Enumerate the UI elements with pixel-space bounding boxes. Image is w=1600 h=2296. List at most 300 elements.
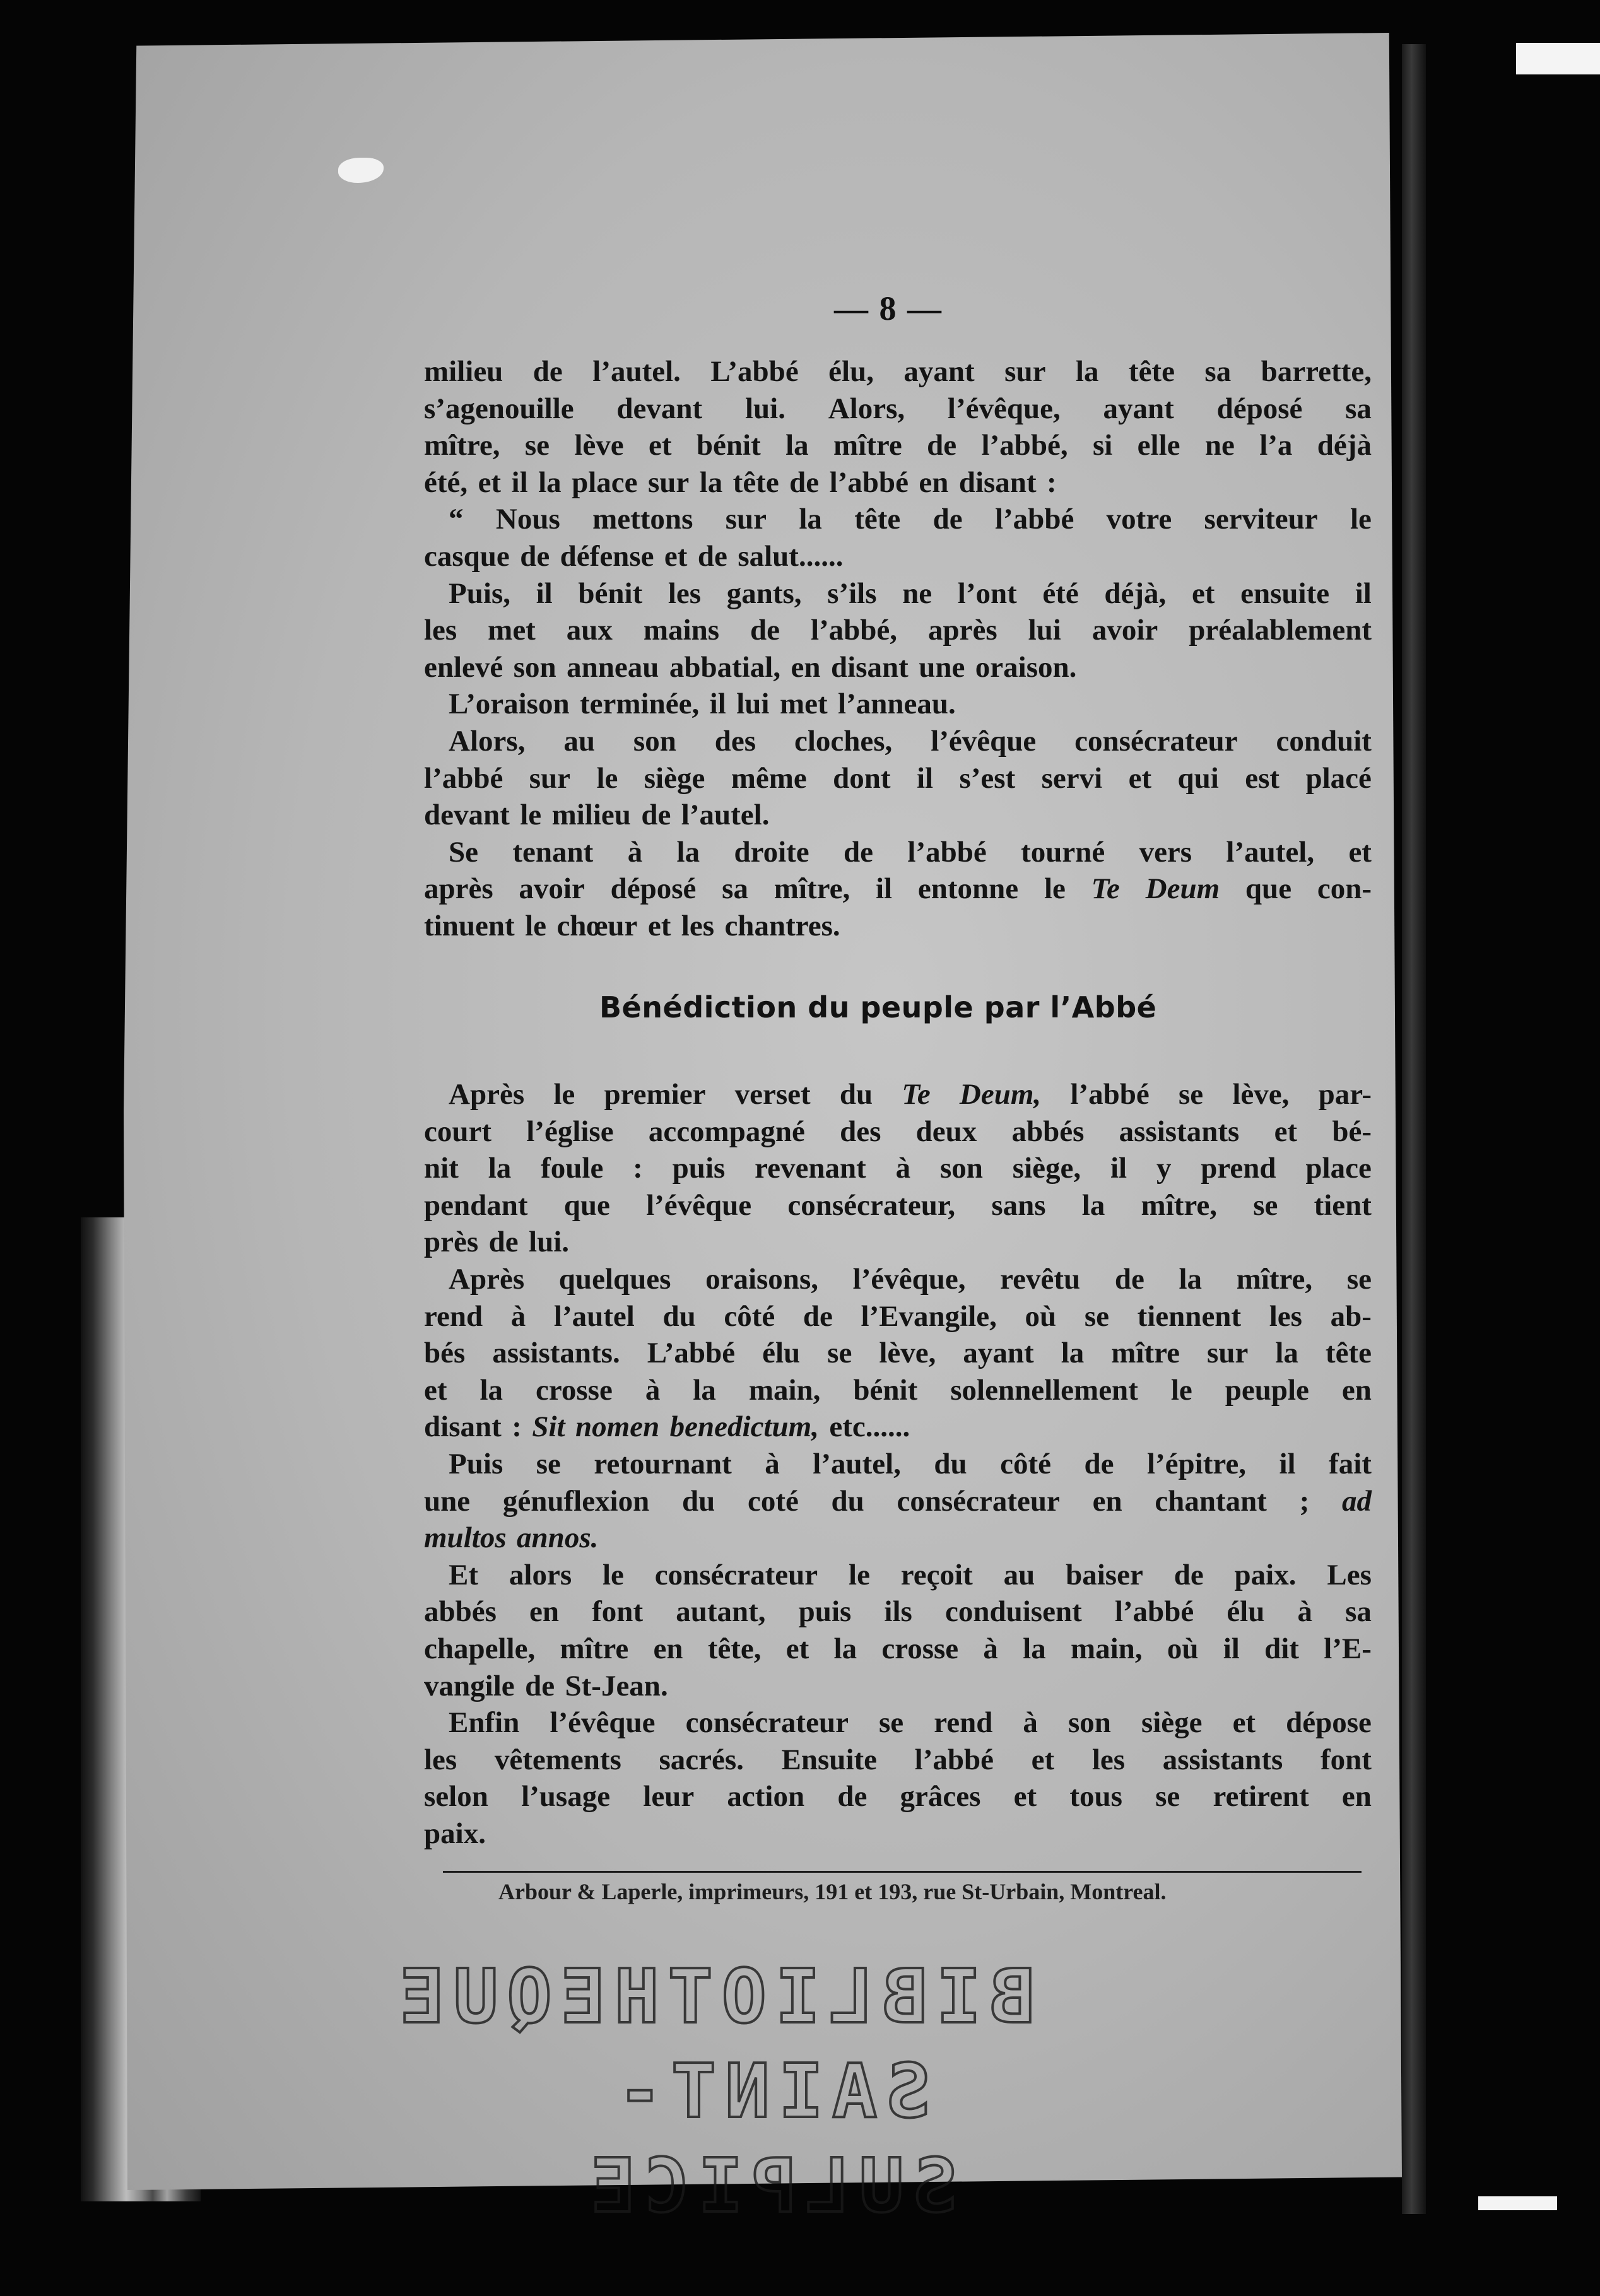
word: Et: [449, 1558, 479, 1591]
word: elle: [1137, 429, 1180, 462]
word: préalablement: [1189, 614, 1372, 647]
word: abbatial,: [669, 650, 781, 684]
word: consécrateur: [685, 1706, 849, 1740]
word: l’évêque: [550, 1706, 656, 1740]
scan-tab-bottom: [1478, 2196, 1557, 2210]
word: l’usage: [521, 1780, 611, 1813]
word: devant: [616, 392, 703, 425]
word: “: [449, 503, 464, 536]
word: :: [512, 1410, 522, 1444]
word: il: [1223, 1632, 1240, 1665]
word: de: [927, 429, 957, 462]
word: l’Evangile,: [861, 1299, 997, 1333]
word: puis: [798, 1595, 852, 1629]
word: Après: [449, 1078, 525, 1111]
word: et: [649, 429, 672, 462]
body-text-section-2: [424, 1076, 1372, 1852]
word: et: [424, 1373, 447, 1407]
word: l’évêque: [931, 724, 1037, 758]
word: ne: [1204, 429, 1235, 462]
word: lui.: [529, 1226, 570, 1259]
word: de: [750, 614, 780, 647]
word: près: [424, 1226, 479, 1259]
word: l’autel.: [681, 799, 770, 832]
text-line: [424, 1298, 1372, 1335]
word: peuple: [1225, 1373, 1309, 1407]
text-line: [424, 353, 1372, 390]
text-line: [424, 1815, 1372, 1853]
word: l’abbé,: [981, 429, 1068, 462]
word: droite: [734, 835, 809, 869]
word: dont: [833, 761, 891, 795]
word: déjà,: [1104, 577, 1167, 610]
word: de: [520, 539, 550, 573]
word: conduit: [1276, 724, 1372, 758]
word: et: [1348, 835, 1372, 869]
word: une: [919, 650, 965, 684]
word: Enfin: [449, 1706, 520, 1740]
word: accompagné: [648, 1115, 805, 1148]
word: l’autel.: [592, 355, 681, 388]
word: rend: [934, 1706, 993, 1740]
word: L’abbé: [647, 1337, 736, 1370]
word: déjà: [1317, 429, 1372, 462]
word: mître,: [1141, 1188, 1218, 1222]
body-text-section-1: [424, 353, 1372, 945]
word: de: [789, 466, 820, 499]
word: l’évêque,: [947, 392, 1061, 425]
word: Deum,: [959, 1078, 1042, 1111]
word: où: [1167, 1632, 1199, 1665]
word: le: [849, 1558, 870, 1591]
word: la: [699, 466, 723, 499]
text-line: [424, 649, 1372, 686]
word: l’anneau.: [838, 688, 956, 721]
word: met: [779, 688, 828, 721]
word: Te: [902, 1078, 931, 1111]
word: de: [837, 1780, 868, 1813]
word: le: [1044, 872, 1066, 906]
text-line: [424, 760, 1372, 797]
word: Sit: [532, 1410, 565, 1444]
word: l’abbé: [907, 835, 987, 869]
word: vers: [1139, 835, 1192, 869]
word: des: [840, 1115, 881, 1148]
word: ad: [1341, 1484, 1372, 1518]
word: cloches,: [794, 724, 893, 758]
text-line: [424, 834, 1372, 871]
word: à: [627, 835, 643, 869]
word: même: [731, 761, 807, 795]
word: main,: [748, 1373, 821, 1407]
word: il: [511, 466, 528, 499]
word: consécrateur: [654, 1558, 818, 1591]
word: lève,: [879, 1337, 936, 1370]
word: les: [668, 577, 702, 610]
word: en: [1092, 1484, 1122, 1518]
word: bénit: [853, 1373, 918, 1407]
text-line: [424, 797, 1372, 834]
text-line: [424, 908, 1372, 945]
library-stamp: [391, 1949, 1035, 2233]
word: assistants: [1119, 1115, 1240, 1148]
word: une: [424, 1484, 471, 1518]
word: consécrateur,: [787, 1188, 956, 1222]
word: du: [681, 1484, 715, 1518]
word: Deum: [1145, 872, 1220, 906]
word: crosse: [881, 1632, 959, 1665]
word: lui.: [744, 392, 785, 425]
word: tête,: [707, 1632, 762, 1665]
word: font: [1321, 1743, 1372, 1776]
text-line: [424, 723, 1372, 760]
stamp-line: SAINT-SULPICE: [582, 2047, 958, 2229]
word: lui: [1028, 614, 1061, 647]
word: élu,: [828, 355, 874, 388]
word: mettons: [592, 503, 693, 536]
word: conduisent: [944, 1595, 1082, 1629]
word: la: [1081, 1188, 1105, 1222]
word: nit: [424, 1152, 459, 1185]
word: et: [1274, 1115, 1298, 1148]
word: l’a: [1259, 429, 1293, 462]
word: sa: [1204, 355, 1232, 388]
word: gants,: [726, 577, 802, 610]
word: la: [1179, 1262, 1203, 1296]
word: siège,: [1012, 1152, 1081, 1185]
word: :: [1047, 466, 1057, 499]
word: bénit: [696, 429, 761, 462]
word: y: [1156, 1152, 1172, 1185]
word: mître,: [1236, 1262, 1313, 1296]
word: et: [1128, 761, 1152, 795]
word: à: [765, 1447, 780, 1480]
word: sa: [1345, 1595, 1372, 1629]
word: et: [1232, 1706, 1256, 1740]
word: entonne: [917, 872, 1019, 906]
text-line: [424, 1150, 1372, 1187]
word: en: [1341, 1373, 1372, 1407]
word: après: [424, 872, 493, 906]
word: que: [563, 1188, 610, 1222]
word: son: [940, 1152, 983, 1185]
word: votre: [1106, 503, 1172, 536]
word: se: [827, 1337, 852, 1370]
word: de: [1084, 1447, 1114, 1480]
word: ;: [1299, 1484, 1310, 1518]
word: élu: [762, 1337, 801, 1370]
text-line: [424, 575, 1372, 612]
word: la: [1061, 1337, 1085, 1370]
word: deux: [915, 1115, 977, 1148]
word: au: [563, 724, 595, 758]
word: abbés: [1011, 1115, 1085, 1148]
word: la: [785, 429, 809, 462]
word: annos.: [517, 1521, 599, 1555]
word: l’abbé: [994, 503, 1074, 536]
word: coté: [747, 1484, 799, 1518]
word: la: [693, 1373, 716, 1407]
word: l’abbé: [914, 1743, 994, 1776]
word: servi: [1041, 761, 1103, 795]
word: leur: [643, 1780, 695, 1813]
text-line: [424, 1704, 1372, 1742]
word: Alors,: [828, 392, 905, 425]
word: mître,: [424, 429, 500, 462]
word: placé: [1305, 761, 1372, 795]
text-line: [424, 1187, 1372, 1224]
word: tinuent: [424, 909, 515, 942]
word: la: [488, 1152, 512, 1185]
word: milieu: [424, 355, 503, 388]
text-line: [424, 1261, 1372, 1298]
word: rend: [424, 1299, 483, 1333]
word: l’autel,: [813, 1447, 901, 1480]
word: se: [1346, 1262, 1372, 1296]
word: il: [1279, 1447, 1296, 1480]
text-line: [424, 612, 1372, 649]
word: autant,: [676, 1595, 766, 1629]
word: Puis,: [449, 577, 510, 610]
word: ne: [902, 577, 932, 610]
word: défense: [560, 539, 654, 573]
footer-rule: [443, 1871, 1362, 1873]
stamp-line: BIBLIOTHEQUE: [391, 1953, 1035, 2040]
word: pendant: [424, 1188, 528, 1222]
word: élu: [1226, 1595, 1265, 1629]
text-line: [424, 1076, 1372, 1113]
word: Alors,: [449, 724, 526, 758]
word: le: [525, 909, 546, 942]
word: sur: [1207, 1337, 1249, 1370]
text-line: [424, 427, 1372, 464]
word: tous: [1069, 1780, 1122, 1813]
word: mains: [643, 614, 720, 647]
word: L’oraison: [449, 688, 570, 721]
word: devant: [424, 799, 510, 832]
word: à: [645, 1373, 661, 1407]
word: il: [1110, 1152, 1127, 1185]
word: et: [1031, 1743, 1055, 1776]
word: et: [664, 539, 688, 573]
text-line: [424, 464, 1372, 501]
text-line: [424, 1593, 1372, 1631]
word: se: [1253, 1188, 1278, 1222]
word: ayant: [963, 1337, 1034, 1370]
text-line: [424, 1668, 1372, 1705]
word: main,: [1070, 1632, 1143, 1665]
word: mître,: [774, 872, 850, 906]
text-line: [424, 1446, 1372, 1483]
word: qui: [1177, 761, 1219, 795]
word: crosse: [536, 1373, 613, 1407]
word: déposé: [1216, 392, 1303, 425]
word: se: [1155, 1780, 1180, 1813]
word: place: [572, 466, 638, 499]
word: selon: [424, 1780, 488, 1813]
word: tête: [1128, 355, 1175, 388]
word: la: [538, 466, 562, 499]
word: il: [875, 872, 893, 906]
word: sans: [991, 1188, 1046, 1222]
text-line: [424, 870, 1372, 908]
word: été: [1042, 577, 1079, 610]
word: tiennent: [1137, 1299, 1242, 1333]
word: solennellement: [950, 1373, 1138, 1407]
word: multos: [424, 1521, 507, 1555]
word: se: [1178, 1078, 1204, 1111]
word: tête: [732, 466, 779, 499]
word: tenant: [512, 835, 594, 869]
word: se: [1084, 1299, 1109, 1333]
word: barrette,: [1261, 355, 1372, 388]
word: les: [1269, 1299, 1302, 1333]
word: Puis: [449, 1447, 503, 1480]
word: alors: [509, 1558, 572, 1591]
text-line: [424, 1520, 1372, 1557]
word: les: [681, 909, 714, 942]
word: à: [983, 1632, 998, 1665]
word: retournant: [594, 1447, 732, 1480]
word: la: [479, 1373, 503, 1407]
word: Nous: [495, 503, 560, 536]
word: le: [602, 1558, 624, 1591]
word: chœur: [556, 909, 638, 942]
text-line: [424, 1631, 1372, 1668]
word: verset: [734, 1078, 811, 1111]
word: con-: [1317, 872, 1372, 906]
text-line: [424, 1113, 1372, 1151]
word: assistants: [1162, 1743, 1283, 1776]
word: oraisons,: [705, 1262, 818, 1296]
word: vangile: [424, 1669, 515, 1702]
word: casque: [424, 539, 510, 573]
word: :: [633, 1152, 643, 1185]
word: s’est: [959, 761, 1016, 795]
word: tête: [854, 503, 901, 536]
word: sur: [1004, 355, 1046, 388]
word: de: [932, 503, 963, 536]
text-line: [424, 1557, 1372, 1594]
word: bénit: [578, 577, 643, 610]
word: l’ont: [957, 577, 1017, 610]
word: lève,: [1232, 1078, 1290, 1111]
word: serviteur: [1204, 503, 1318, 536]
word: enlevé: [424, 650, 503, 684]
word: lui: [736, 688, 770, 721]
word: de: [803, 1299, 833, 1333]
word: en: [919, 466, 949, 499]
word: tourné: [1021, 835, 1105, 869]
word: son: [1068, 1706, 1111, 1740]
word: met: [488, 614, 536, 647]
paper-blemish: [338, 158, 384, 183]
word: il: [536, 577, 553, 610]
word: du: [831, 1484, 864, 1518]
word: l’évêque,: [852, 1262, 966, 1296]
word: fait: [1329, 1447, 1372, 1480]
word: il: [709, 688, 726, 721]
word: de: [1114, 1262, 1144, 1296]
word: en: [653, 1632, 683, 1665]
word: son: [633, 724, 676, 758]
word: il: [1355, 577, 1372, 610]
word: benedictum,: [669, 1410, 819, 1444]
word: le: [1170, 1373, 1192, 1407]
word: aux: [566, 614, 613, 647]
word: ayant: [903, 355, 975, 388]
word: s’agenouille: [424, 392, 574, 425]
word: place: [1305, 1152, 1372, 1185]
word: sur: [529, 761, 571, 795]
word: avoir: [519, 872, 585, 906]
text-line: [424, 1409, 1372, 1446]
word: premier: [604, 1078, 706, 1111]
word: salut......: [738, 539, 844, 573]
word: action: [727, 1780, 805, 1813]
word: etc......: [829, 1410, 910, 1444]
word: s’ils: [827, 577, 877, 610]
word: que: [1245, 872, 1292, 906]
word: et: [785, 1632, 809, 1665]
word: milieu: [551, 799, 631, 832]
word: se: [536, 1447, 561, 1480]
word: côté: [724, 1299, 775, 1333]
word: foule: [541, 1152, 604, 1185]
word: de: [1174, 1558, 1204, 1591]
word: il: [916, 761, 934, 795]
word: des: [714, 724, 756, 758]
word: se: [524, 429, 550, 462]
word: font: [592, 1595, 644, 1629]
page-number: — 8 —: [834, 290, 943, 327]
word: les: [1091, 1743, 1126, 1776]
word: après: [928, 614, 997, 647]
word: disant: [830, 650, 909, 684]
word: dit: [1264, 1632, 1299, 1665]
word: consécrateur: [897, 1484, 1060, 1518]
word: sur: [647, 466, 690, 499]
word: la: [676, 835, 700, 869]
word: et: [1013, 1780, 1037, 1813]
word: la: [1023, 1632, 1046, 1665]
word: assistants.: [492, 1337, 620, 1370]
word: chantant: [1155, 1484, 1267, 1518]
word: génuflexion: [502, 1484, 650, 1518]
text-line: [424, 1372, 1372, 1409]
word: de: [697, 539, 727, 573]
scan-tab-top: [1516, 43, 1600, 74]
text-line: [424, 1335, 1372, 1372]
word: siège: [644, 761, 705, 795]
word: l’église: [526, 1115, 614, 1148]
word: consécrateur: [1074, 724, 1238, 758]
word: lève: [574, 429, 624, 462]
word: ab-: [1330, 1299, 1372, 1333]
word: avoir: [1091, 614, 1158, 647]
word: la: [1275, 1337, 1298, 1370]
word: se: [879, 1706, 904, 1740]
word: est: [1245, 761, 1280, 795]
word: bés: [424, 1337, 466, 1370]
word: du: [934, 1447, 967, 1480]
word: mître: [1111, 1337, 1180, 1370]
word: à: [1297, 1595, 1312, 1629]
word: au: [1003, 1558, 1035, 1591]
word: siège: [1141, 1706, 1203, 1740]
word: tient: [1314, 1188, 1372, 1222]
word: tête: [1325, 1337, 1372, 1370]
